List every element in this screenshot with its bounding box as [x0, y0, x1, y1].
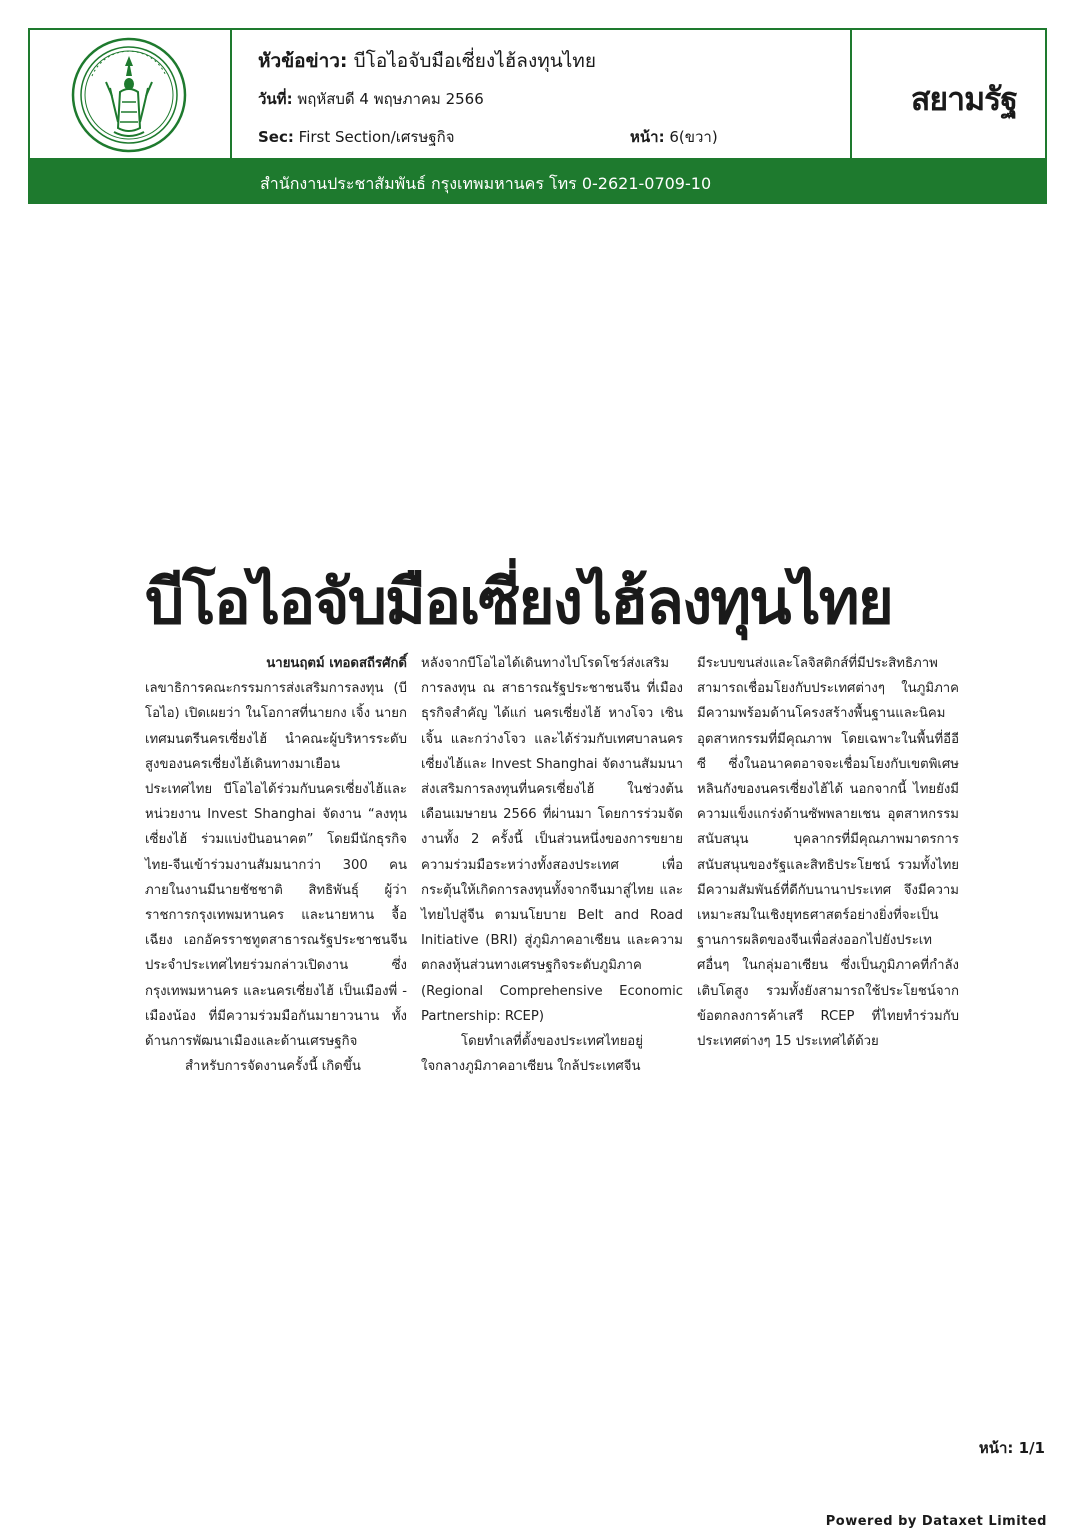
section-line — [258, 125, 455, 149]
page-value: 6(ขวา) — [669, 128, 718, 146]
article-column-1 — [145, 651, 407, 1079]
headline-label: หัวข้อข่าว: — [258, 50, 348, 72]
page-label: หน้า: — [630, 128, 665, 146]
logo-cell — [30, 30, 232, 158]
bangkok-seal-logo — [70, 36, 188, 154]
newspaper-name: สยามรัฐ — [910, 80, 1017, 118]
paragraph: เลขาธิการคณะกรรมการส่งเสริมการลงทุน (บีโอไอ) เปิดเผยว่า ในโอกาสที่นายกง เจิ้ง นายกเทศมนตรีนครเซี่ยงไฮ้ นำคณะผู้บริหารระดับสูงของนครเซี่ยงไฮ้เดินทางมาเยือนประเทศไทย บีโอไอได้ร่วมกับนครเซี่ยงไฮ้และหน่วยงาน Invest Shanghai จัดงาน “ลงทุนเซี่ยงไฮ้ ร่วมแบ่งปันอนาคต” โดยมีนักธุรกิจไทย-จีนเข้าร่วมงานสัมมนากว่า 300 คน ภายในงานมีนายชัชชาติ สิทธิพันธุ์ ผู้ว่าราชการกรุงเทพมหานคร และนายหาน จื้อเฉียง เอกอัครราชทูตสาธารณรัฐประชาชนจีนประจำประเทศไทยร่วมกล่าวเปิดงาน ซึ่งกรุงเทพมหานคร และนครเซี่ยงไฮ้ เป็นเมืองพี่ - เมืองน้อง ที่มีความร่วมมือกันมายาวนาน ทั้งด้านการพัฒนาเมืองและด้านเศรษฐกิจ — [145, 681, 407, 1050]
headline-value: บีโอไอจับมือเซี่ยงไฮ้ลงทุนไทย — [353, 50, 596, 72]
paragraph: หลังจากบีโอไอได้เดินทางไปโรดโชว์ส่งเสริมการลงทุน ณ สาธารณรัฐประชาชนจีน ที่เมืองธุรกิจสำคัญ ได้แก่ นครเซี่ยงไฮ้ หางโจว เซินเจิ้น และกว่างโจว และได้ร่วมกับเทศบาลนครเซี่ยงไฮ้และ Invest Shanghai จัดงานสัมมนาส่งเสริมการลงทุนที่นครเซี่ยงไฮ้ ในช่วงต้นเดือนเมษายน 2566 ที่ผ่านมา โดยการร่วมจัดงานทั้ง 2 ครั้งนี้ เป็นส่วนหนึ่งของการขยายความร่วมมือระหว่างทั้งสองประเทศ เพื่อกระตุ้นให้เกิดการลงทุนทั้งจากจีนมาสู่ไทย และไทยไปสู่จีน ตามนโยบาย Belt and Road Initiative (BRI) สู่ภูมิภาคอาเซียน และความตกลงหุ้นส่วนทางเศรษฐกิจระดับภูมิภาค (Regional Comprehensive Economic Partnership: RCEP) — [421, 656, 683, 1024]
article-column-3 — [697, 651, 959, 1054]
article-title: บีโอไอจับมือเซี่ยงไฮ้ลงทุนไทย — [145, 565, 892, 638]
paragraph: สำหรับการจัดงานครั้งนี้ เกิดขึ้น — [185, 1059, 361, 1075]
newspaper-cell — [850, 30, 1047, 158]
headline-line — [258, 46, 596, 76]
page-count: หน้า: 1/1 — [978, 1439, 1045, 1457]
date-line — [258, 87, 484, 111]
powered-by: Powered by Dataxet Limited — [825, 1514, 1047, 1529]
section-value: First Section/เศรษฐกิจ — [298, 128, 455, 146]
section-label: Sec: — [258, 128, 294, 146]
info-cell — [230, 30, 852, 158]
byline: นายนฤตม์ เทอดสถีรศักดิ์ — [266, 656, 407, 671]
office-bar — [28, 160, 1047, 204]
date-value: พฤหัสบดี 4 พฤษภาคม 2566 — [297, 90, 484, 108]
page-ref-line — [630, 125, 718, 149]
office-contact-line: สำนักงานประชาสัมพันธ์ กรุงเทพมหานคร โทร 0-2621-0709-10 — [260, 174, 712, 193]
clipping-header — [28, 28, 1047, 160]
paragraph: โดยทำเลที่ตั้งของประเทศไทยอยู่ใจกลางภูมิภาคอาเซียน ใกล้ประเทศจีน — [421, 1034, 643, 1075]
date-label: วันที่: — [258, 90, 293, 108]
paragraph: มีระบบขนส่งและโลจิสติกส์ที่มีประสิทธิภาพ สามารถเชื่อมโยงกับประเทศต่างๆ ในภูมิภาค มีความพร้อมด้านโครงสร้างพื้นฐานและนิคมอุตสาหกรรมที่มีคุณภาพ โดยเฉพาะในพื้นที่อีอีซี ซึ่งในอนาคตอาจจะเชื่อมโยงกับเขตพิเศษหลินกังของนครเซี่ยงไฮ้ได้ นอกจากนี้ ไทยยังมีความแข็งแกร่งด้านซัพพลายเชน อุตสาหกรรมสนับสนุน บุคลากรที่มีคุณภาพมาตรการสนับสนุนของรัฐและสิทธิประโยชน์ รวมทั้งไทยมีความสัมพันธ์ที่ดีกับนานาประเทศ จึงมีความเหมาะสมในเชิงยุทธศาสตร์อย่างยิ่งที่จะเป็นฐานการผลิตของจีนเพื่อส่งออกไปยังประเทศอื่นๆ ในกลุ่มอาเซียน ซึ่งเป็นภูมิภาคที่กำลังเติบโตสูง รวมทั้งยังสามารถใช้ประโยชน์จากข้อตกลงการค้าเสรี RCEP ที่ไทยทำร่วมกับประเทศต่างๆ 15 ประเทศได้ด้วย — [697, 656, 959, 1050]
article-body — [145, 651, 959, 1131]
article-column-2 — [421, 651, 683, 1079]
